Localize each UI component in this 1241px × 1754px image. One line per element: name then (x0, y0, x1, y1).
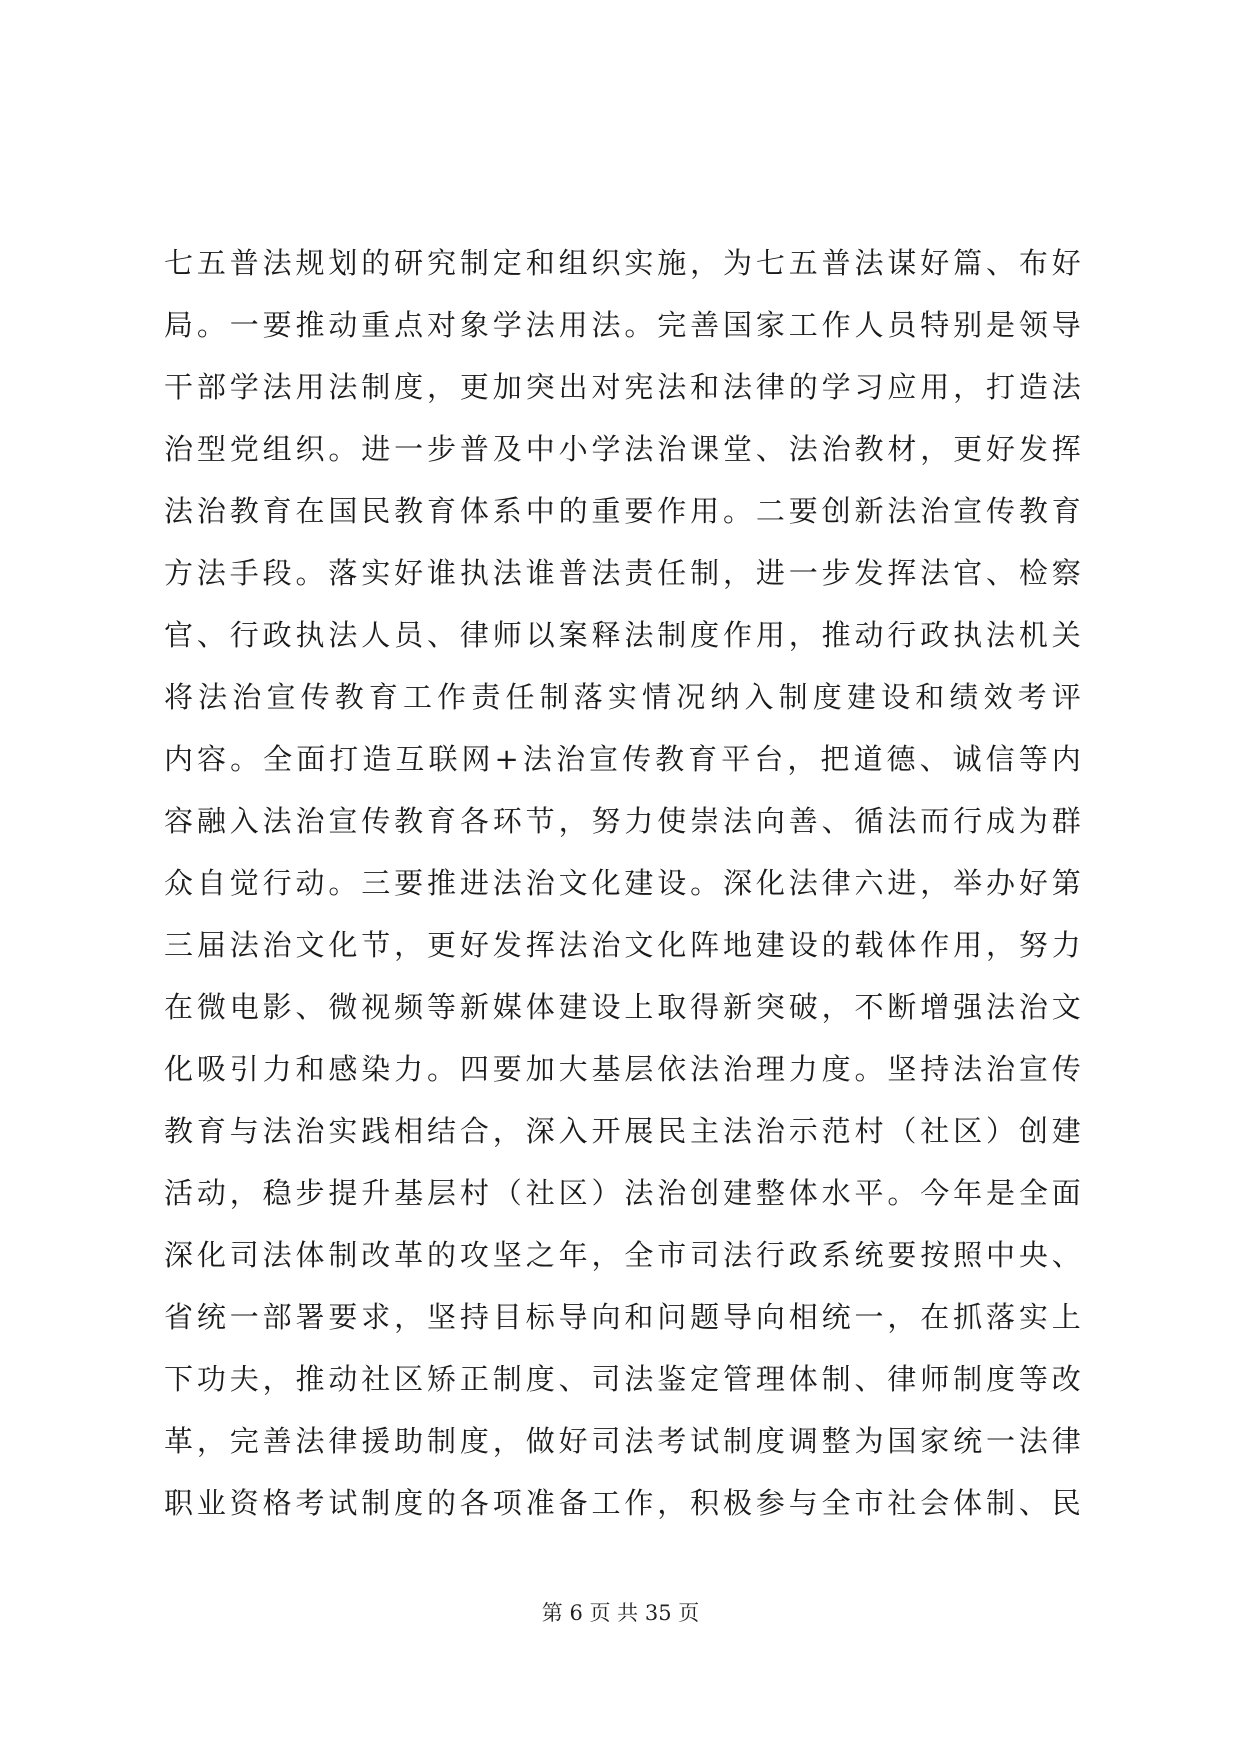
text-line: 革，完善法律援助制度，做好司法考试制度调整为国家统一法律 (164, 1424, 1084, 1458)
text-line: 官、行政执法人员、律师以案释法制度作用，推动行政执法机关 (164, 618, 1084, 652)
text-line: 众自觉行动。三要推进法治文化建设。深化法律六进，举办好第 (164, 866, 1084, 900)
page-number-footer: 第 6 页 共 35 页 (541, 1601, 700, 1625)
text-line: 三届法治文化节，更好发挥法治文化阵地建设的载体作用，努力 (164, 928, 1084, 962)
text-line: 内容。全面打造互联网+法治宣传教育平台，把道德、诚信等内 (164, 742, 1084, 776)
text-line: 干部学法用法制度，更加突出对宪法和法律的学习应用，打造法 (164, 370, 1084, 404)
text-line: 治型党组织。进一步普及中小学法治课堂、法治教材，更好发挥 (164, 432, 1084, 466)
text-line: 局。一要推动重点对象学法用法。完善国家工作人员特别是领导 (164, 308, 1084, 342)
text-line: 省统一部署要求，坚持目标导向和问题导向相统一，在抓落实上 (164, 1300, 1084, 1334)
text-line: 七五普法规划的研究制定和组织实施，为七五普法谋好篇、布好 (164, 246, 1084, 280)
text-line: 将法治宣传教育工作责任制落实情况纳入制度建设和绩效考评 (164, 680, 1084, 714)
text-line: 下功夫，推动社区矫正制度、司法鉴定管理体制、律师制度等改 (164, 1362, 1084, 1396)
text-line: 活动，稳步提升基层村（社区）法治创建整体水平。今年是全面 (164, 1176, 1084, 1210)
body-text (164, 232, 1084, 1534)
text-line: 职业资格考试制度的各项准备工作，积极参与全市社会体制、民 (164, 1486, 1084, 1520)
text-line: 方法手段。落实好谁执法谁普法责任制，进一步发挥法官、检察 (164, 556, 1084, 590)
text-line: 深化司法体制改革的攻坚之年，全市司法行政系统要按照中央、 (164, 1238, 1084, 1272)
text-line: 容融入法治宣传教育各环节，努力使崇法向善、循法而行成为群 (164, 804, 1084, 838)
text-line: 在微电影、微视频等新媒体建设上取得新突破，不断增强法治文 (164, 990, 1084, 1024)
text-line: 法治教育在国民教育体系中的重要作用。二要创新法治宣传教育 (164, 494, 1084, 528)
text-line: 化吸引力和感染力。四要加大基层依法治理力度。坚持法治宣传 (164, 1052, 1084, 1086)
text-line: 教育与法治实践相结合，深入开展民主法治示范村（社区）创建 (164, 1114, 1084, 1148)
